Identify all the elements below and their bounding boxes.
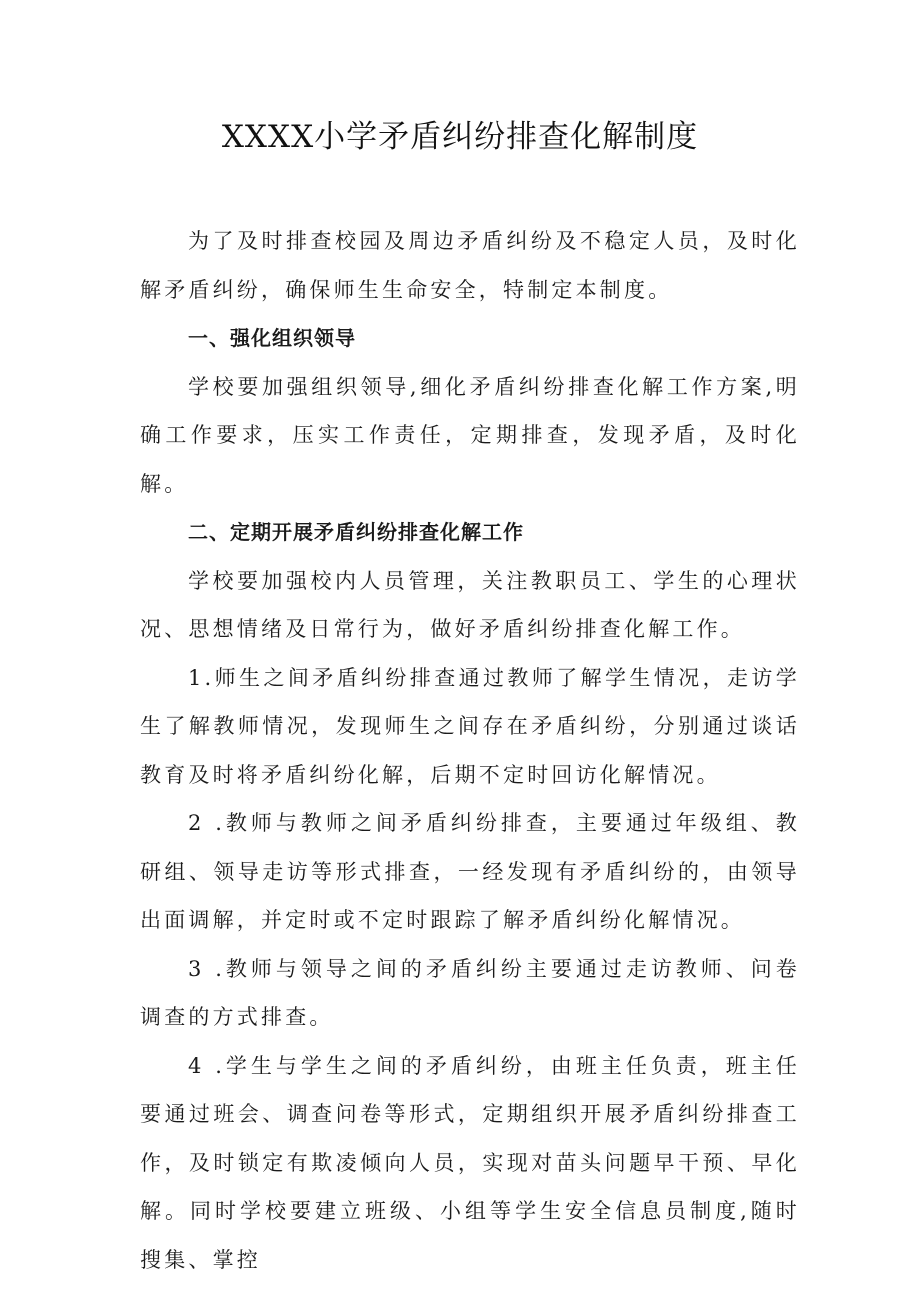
list-item-3: 3 .教师与领导之间的矛盾纠纷主要通过走访教师、问卷调查的方式排查。 <box>140 956 800 1029</box>
list-item-1: 1.师生之间矛盾纠纷排查通过教师了解学生情况，走访学生了解教师情况，发现师生之间存在矛盾纠纷，分别通过谈话教育及时将矛盾纠纷化解，后期不定时回访化解情况。 <box>140 665 800 787</box>
section-heading-2: 二、定期开展矛盾纠纷排查化解工作 <box>188 520 524 544</box>
section-paragraph-1: 学校要加强组织领导,细化矛盾纠纷排查化解工作方案,明确工作要求，压实工作责任，定期排查，发现矛盾，及时化解。 <box>140 374 800 496</box>
section-paragraph-2: 学校要加强校内人员管理，关注教职员工、学生的心理状况、思想情绪及日常行为，做好矛盾纠纷排查化解工作。 <box>140 568 800 641</box>
list-item-4: 4 .学生与学生之间的矛盾纠纷，由班主任负责，班主任要通过班会、调查问卷等形式，定期组织开展矛盾纠纷排查工作，及时锁定有欺凌倾向人员，实现对苗头问题早干预、早化解。同时学校要建立班级、小组等学生安全信息员制度,随时搜集、掌控 <box>140 1053 800 1272</box>
document-title: XXXX小学矛盾纠纷排查化解制度 <box>221 119 699 155</box>
intro-paragraph: 为了及时排查校园及周边矛盾纠纷及不稳定人员，及时化解矛盾纠纷，确保师生生命安全，特制定本制度。 <box>140 229 800 302</box>
document-body <box>140 217 800 1284</box>
section-heading-1: 一、强化组织领导 <box>188 326 356 350</box>
list-item-2: 2 .教师与教师之间矛盾纠纷排查，主要通过年级组、教研组、领导走访等形式排查，一经发现有矛盾纠纷的，由领导出面调解，并定时或不定时跟踪了解矛盾纠纷化解情况。 <box>140 811 800 932</box>
